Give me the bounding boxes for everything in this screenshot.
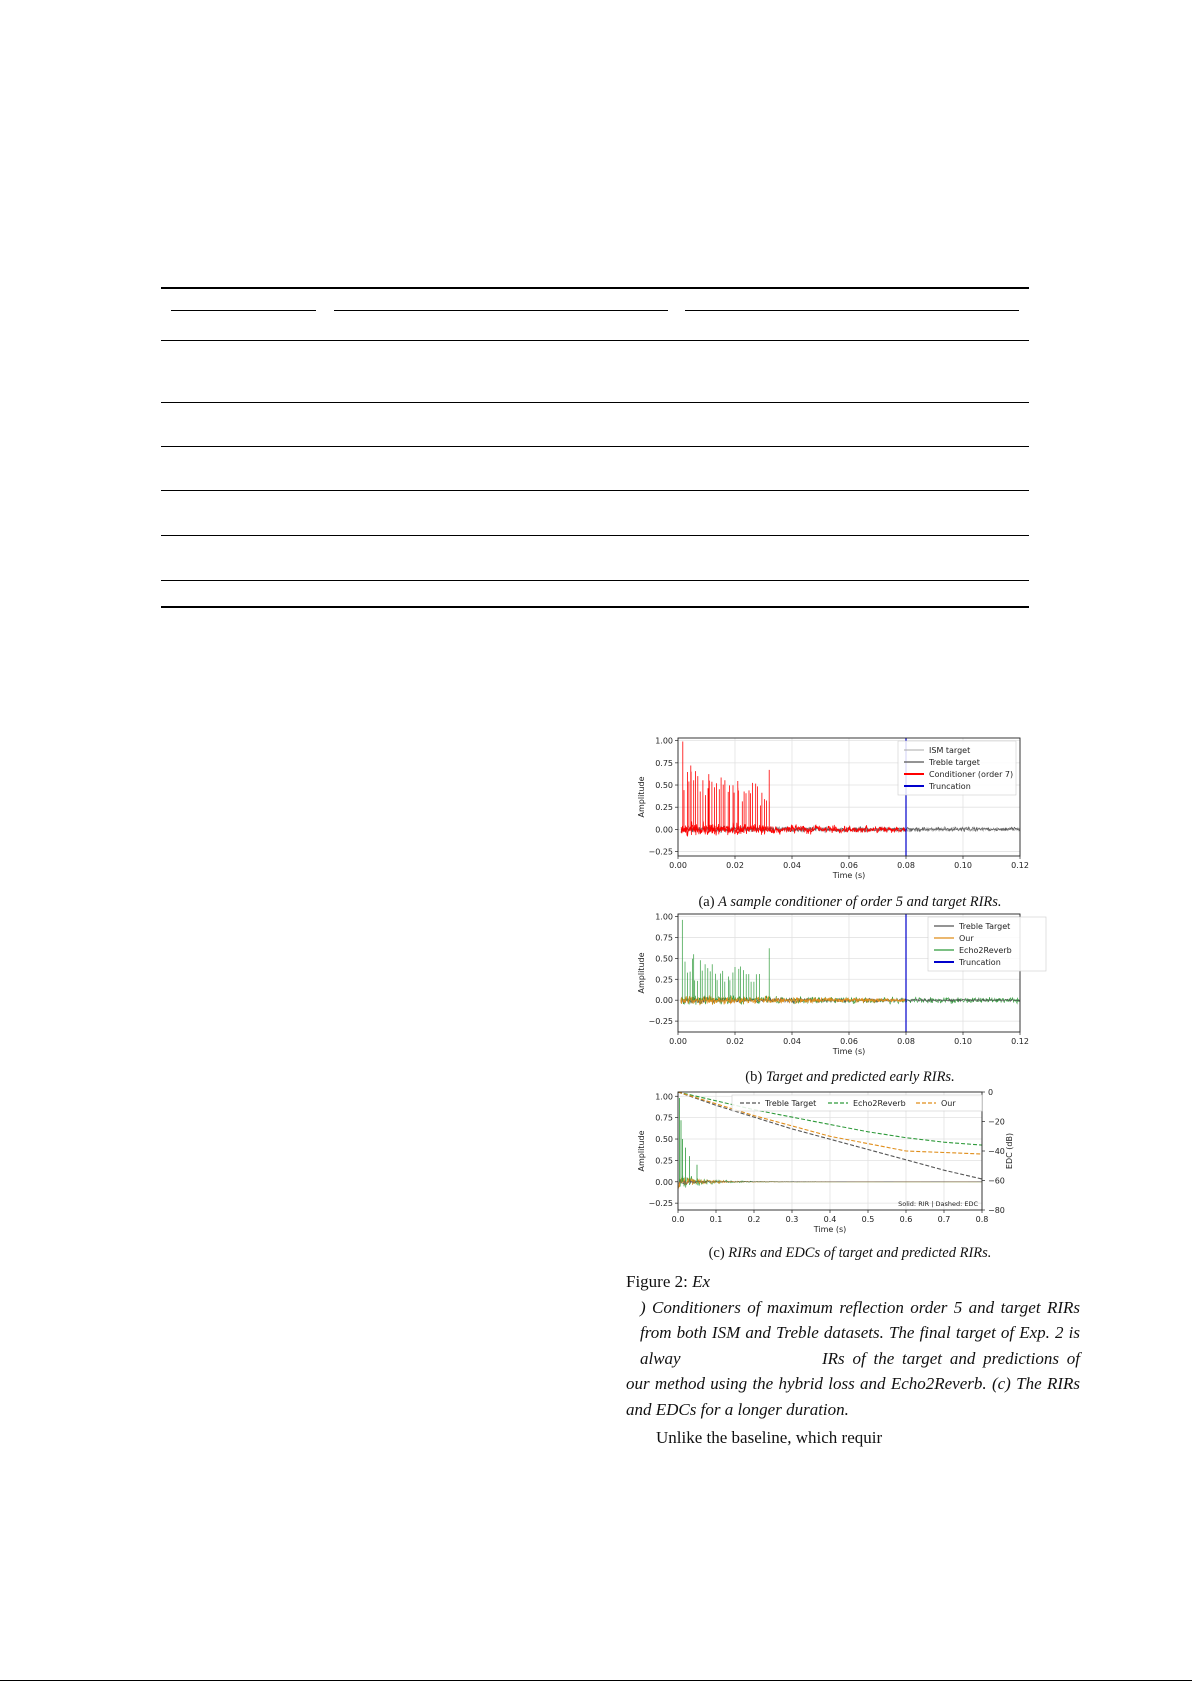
legend-c bbox=[732, 1095, 982, 1111]
legend-a bbox=[898, 741, 1016, 795]
x-axis-label: Time (s) bbox=[832, 1047, 866, 1056]
subfigure-b-caption bbox=[628, 1068, 1072, 1086]
x-axis-label: Time (s) bbox=[813, 1225, 847, 1234]
x-tick-label: 0.06 bbox=[840, 861, 858, 870]
y-tick-label: 0.25 bbox=[655, 1156, 673, 1166]
table-row-rule bbox=[161, 446, 1029, 447]
table-cmid-rule bbox=[171, 310, 316, 311]
x-tick-label: 0.2 bbox=[747, 1215, 761, 1224]
legend-label: Our bbox=[941, 1099, 956, 1108]
table-cmid-rule bbox=[334, 310, 668, 311]
x-axis-label: Time (s) bbox=[832, 871, 866, 880]
y-tick-label: 1.00 bbox=[655, 912, 673, 922]
y-tick-label: 1.00 bbox=[655, 736, 673, 746]
body-paragraph: Unlike the baseline, which requir bbox=[656, 1428, 883, 1447]
y-tick-label: 0.25 bbox=[655, 975, 673, 985]
legend-label: Conditioner (order 7) bbox=[929, 770, 1014, 779]
table-header-rule bbox=[161, 340, 1029, 341]
subfigure-b-label: (b) bbox=[745, 1069, 763, 1085]
table-row-rule bbox=[161, 402, 1029, 403]
legend-label: Treble Target bbox=[959, 922, 1011, 931]
y2-tick-label: −80 bbox=[988, 1206, 1005, 1215]
caption-fragment-2: ) Conditioners of maximum reflection order 5 and target RIRs from both ISM and Treble datasets. The final target of Exp. 2 is alway bbox=[640, 1297, 1080, 1368]
x-tick-label: 0.7 bbox=[937, 1215, 951, 1224]
y-tick-label: 0.00 bbox=[655, 996, 673, 1006]
x-tick-label: 0.1 bbox=[709, 1215, 723, 1224]
x-tick-label: 0.06 bbox=[840, 1037, 858, 1046]
x-tick-label: 0.6 bbox=[899, 1215, 913, 1224]
table-bottom-rule bbox=[161, 606, 1029, 608]
table-cmid-rule bbox=[685, 310, 1019, 311]
footer-rule bbox=[0, 1680, 1192, 1681]
y2-tick-label: 0 bbox=[988, 1088, 994, 1097]
subfigure-c-caption bbox=[628, 1244, 1072, 1262]
y-axis-label: Amplitude bbox=[637, 1130, 646, 1172]
legend-label: ISM target bbox=[929, 746, 971, 755]
x-tick-label: 0.12 bbox=[1011, 861, 1029, 870]
y-tick-label: −0.25 bbox=[648, 847, 673, 857]
chart-note: Solid: RIR | Dashed: EDC bbox=[898, 1200, 978, 1208]
x-tick-label: 0.3 bbox=[785, 1215, 799, 1224]
figure-caption bbox=[626, 1269, 1080, 1422]
x-tick-label: 0.10 bbox=[954, 1037, 972, 1046]
y-tick-label: 0.75 bbox=[655, 1113, 673, 1123]
subfigure-c-label: (c) bbox=[708, 1245, 725, 1261]
table-top-rule bbox=[161, 287, 1029, 289]
caption-line-1 bbox=[626, 1269, 1080, 1295]
y-tick-label: 0.75 bbox=[655, 758, 673, 768]
caption-fragment-1: Ex bbox=[692, 1272, 711, 1291]
y-tick-label: 0.00 bbox=[655, 1177, 673, 1187]
legend-label: Treble Target bbox=[765, 1099, 817, 1108]
subfigure-c-text: RIRs and EDCs of target and predicted RIRs. bbox=[728, 1245, 992, 1261]
y-tick-label: 0.50 bbox=[655, 781, 673, 791]
figure-label: Figure 2: bbox=[626, 1272, 688, 1291]
table-row-rule bbox=[161, 535, 1029, 536]
x-tick-label: 0.10 bbox=[954, 861, 972, 870]
subfigure-a-caption bbox=[628, 893, 1072, 911]
x-tick-label: 0.4 bbox=[823, 1215, 837, 1224]
chart-a bbox=[637, 736, 1060, 888]
x-tick-label: 0.12 bbox=[1011, 1037, 1029, 1046]
x-tick-label: 0.08 bbox=[897, 861, 915, 870]
x-tick-label: 0.08 bbox=[897, 1037, 915, 1046]
caption-fragment-3: IRs of the target and predictions of our method using the hybrid loss and Echo2Reverb. (c) The RIRs and EDCs for a longer duration. bbox=[626, 1348, 1080, 1419]
y-tick-label: 0.50 bbox=[655, 954, 673, 964]
y-axis-label: Amplitude bbox=[637, 952, 646, 994]
y2-tick-label: −60 bbox=[988, 1176, 1005, 1186]
y-tick-label: −0.25 bbox=[648, 1199, 673, 1209]
chart-b bbox=[637, 912, 1060, 1064]
x-tick-label: 0.0 bbox=[671, 1215, 685, 1224]
subfigure-a-label: (a) bbox=[698, 894, 715, 910]
x-tick-label: 0.00 bbox=[669, 861, 687, 870]
subfigure-b-text: Target and predicted early RIRs. bbox=[765, 1069, 955, 1085]
x-tick-label: 0.8 bbox=[975, 1215, 989, 1224]
table-row-rule bbox=[161, 580, 1029, 581]
y2-axis-label: EDC (dB) bbox=[1005, 1132, 1014, 1170]
x-tick-label: 0.00 bbox=[669, 1037, 687, 1046]
y-tick-label: −0.25 bbox=[648, 1017, 673, 1027]
legend-label: Truncation bbox=[959, 958, 1001, 967]
subfigure-a-text: A sample conditioner of order 5 and target RIRs. bbox=[718, 894, 1002, 910]
table-row-rule bbox=[161, 490, 1029, 491]
y-tick-label: 0.00 bbox=[655, 825, 673, 835]
x-tick-label: 0.04 bbox=[783, 861, 801, 870]
y-axis-label: Amplitude bbox=[637, 776, 646, 818]
x-tick-label: 0.02 bbox=[726, 1037, 744, 1046]
y2-tick-label: −20 bbox=[988, 1117, 1005, 1127]
legend-b bbox=[928, 917, 1046, 971]
legend-label: Treble target bbox=[929, 758, 980, 767]
chart-c bbox=[637, 1088, 1060, 1242]
x-tick-label: 0.5 bbox=[861, 1215, 875, 1224]
x-tick-label: 0.02 bbox=[726, 861, 744, 870]
legend-label: Echo2Reverb bbox=[853, 1099, 906, 1108]
y-tick-label: 0.50 bbox=[655, 1135, 673, 1145]
legend-label: Echo2Reverb bbox=[959, 946, 1012, 955]
y-tick-label: 0.75 bbox=[655, 933, 673, 943]
x-tick-label: 0.04 bbox=[783, 1037, 801, 1046]
y-tick-label: 0.25 bbox=[655, 803, 673, 813]
y2-tick-label: −40 bbox=[988, 1147, 1005, 1156]
y-tick-label: 1.00 bbox=[655, 1092, 673, 1102]
legend-label: Our bbox=[959, 934, 974, 943]
legend-label: Truncation bbox=[929, 782, 971, 791]
